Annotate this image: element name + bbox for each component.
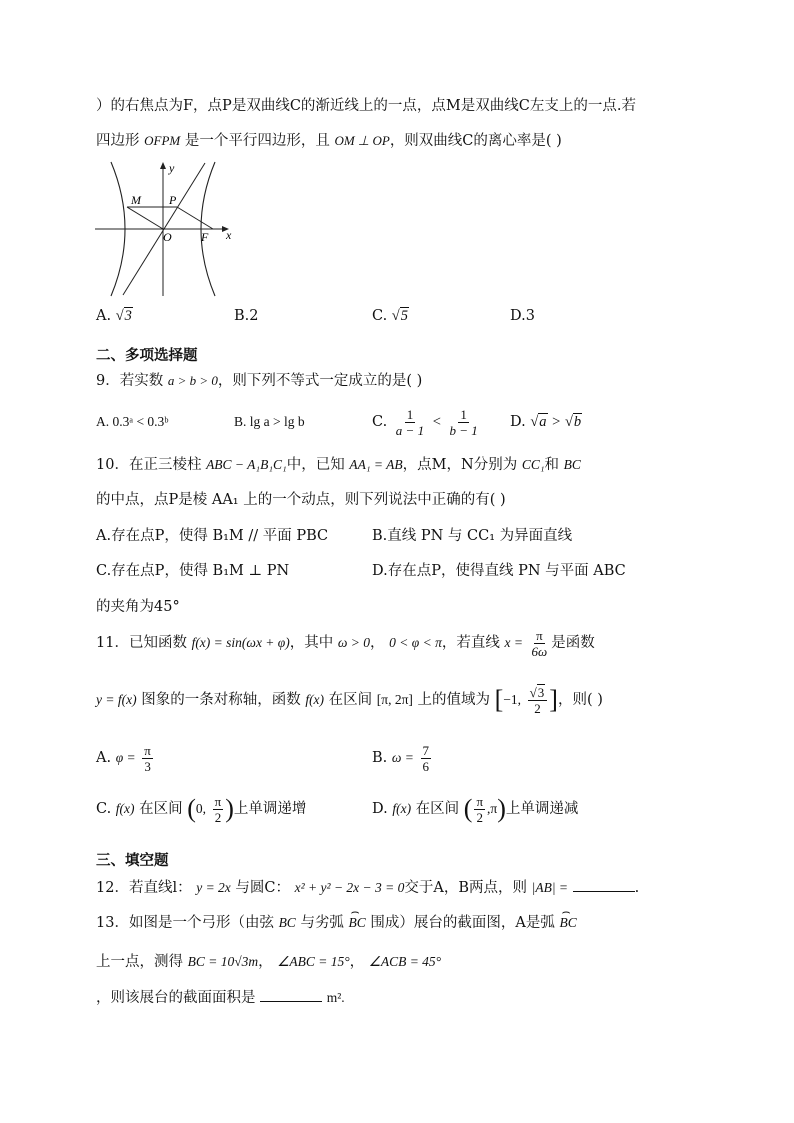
arc-bc-symbol: ⌢ BC	[349, 913, 366, 933]
q11-option-a: A. φ = $\frac{\pi}{3}$	[96, 742, 151, 774]
segment-mo	[127, 207, 163, 229]
hyperbola-figure	[93, 160, 243, 300]
q13-answer-blank[interactable]	[260, 987, 322, 1002]
q11-option-d: D. f(x) 在区间 ( $\frac{\pi}{2}$ ,π)上单调递减	[372, 793, 579, 825]
arc-bc-symbol-2: ⌢ BC	[560, 913, 577, 933]
label-f: F	[201, 230, 209, 244]
q8-option-a: A. √3	[96, 308, 132, 324]
q8-line2-b: 是一个平行四边形，且	[184, 133, 330, 149]
q8-option-d: D.3	[510, 308, 535, 324]
q8-line1: ）的右焦点为F，点P是双曲线C的渐近线上的一点，点M是双曲线C左支上的一点.若	[96, 98, 636, 114]
q10-option-a: A.存在点P，使得 B₁M // 平面 PBC	[96, 528, 329, 544]
q9-option-b: B. lg a > lg b	[234, 414, 305, 429]
q8-option-c: C. √5	[372, 308, 409, 324]
q8-line2	[96, 131, 562, 151]
q13-line2: 上一点，测得 BC = 10√3m， ∠ABC = 15°， ∠ACB = 45°	[96, 954, 442, 970]
q8-option-b: B.2	[234, 308, 259, 324]
label-o: O	[163, 230, 172, 244]
section-multiple-choice-heading: 二、多项选择题	[96, 347, 198, 364]
q11-line2: y = f(x) 图象的一条对称轴，函数 f(x) 在区间 [π, 2π] 上的值域为 [−1, $\frac{√3}{2}$ ]，则( )	[96, 684, 603, 716]
q12-stem: 12．若直线l： y = 2x 与圆C： x² + y² − 2x − 3 = 0交于A，B两点，则 |AB| = .	[96, 877, 639, 898]
segment-pf	[177, 207, 213, 229]
q9-option-c: C. $\frac{1}{a - 1}$ < $\frac{1}{b - 1}$	[372, 406, 478, 438]
q10-line2: 的中点，点P是棱 AA₁ 上的一个动点，则下列说法中正确的有( )	[96, 492, 506, 508]
q10-option-d: D.存在点P，使得直线 PN 与平面 ABC	[372, 563, 626, 579]
q10-option-b: B.直线 PN 与 CC₁ 为异面直线	[372, 528, 573, 544]
q8-quad-ofpm: OFPM	[144, 133, 181, 148]
q9-stem: 9．若实数 a > b > 0，则下列不等式一定成立的是( )	[96, 373, 423, 389]
q8-line2-a: 四边形	[96, 133, 140, 149]
label-x: x	[226, 228, 232, 242]
q8-perp: OM ⊥ OP	[334, 133, 390, 148]
q8-line2-c: ，则双曲线C的离心率是( )	[389, 133, 562, 149]
label-m: M	[131, 193, 141, 207]
q11-option-c: C. f(x) 在区间 (0, $\frac{\pi}{2}$ )上单调递增	[96, 793, 307, 825]
q9-option-d: D. √a > √b	[510, 414, 582, 430]
q11-line1: 11．已知函数 f(x) = sin(ωx + φ)，其中 ω > 0， 0 < φ < π，若直线 x = $\frac{\pi}{6\omega}$ 是函数	[96, 627, 595, 659]
q13-line3: ，则该展台的截面面积是 m².	[96, 987, 345, 1008]
q10-option-c: C.存在点P，使得 B₁M ⊥ PN	[96, 563, 290, 579]
q12-answer-blank[interactable]	[573, 877, 635, 892]
q11-option-b: B. ω = $\frac{7}{6}$	[372, 742, 430, 774]
q9-option-a: A. 0.3ᵃ < 0.3ᵇ	[96, 414, 169, 429]
section-fill-in-heading: 三、填空题	[96, 852, 169, 869]
q10-line1: 10．在正三棱柱 ABC − A₁B₁C₁中，已知 AA₁ = AB，点M，N分别为 CC₁和 BC	[96, 457, 581, 473]
label-y: y	[169, 161, 175, 175]
q13-line1: 13．如图是一个弓形（由弦 BC 与劣弧 ⌢ BC 围成）展台的截面图，A是弧 ⌢ BC	[96, 913, 577, 933]
y-axis-arrow	[160, 162, 166, 169]
label-p: P	[169, 193, 177, 207]
q10-option-d-cont: 的夹角为45°	[96, 599, 180, 615]
